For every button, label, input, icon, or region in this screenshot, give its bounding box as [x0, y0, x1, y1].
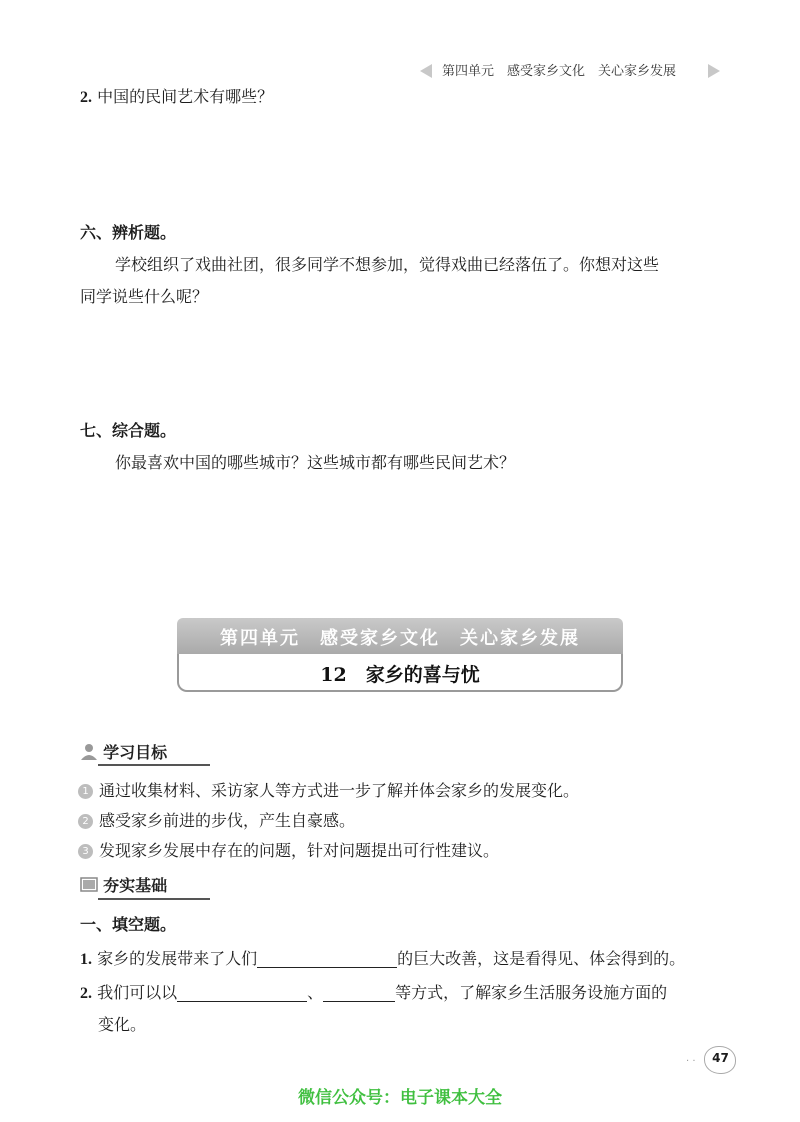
goals-underline — [98, 764, 210, 766]
answer-blank[interactable] — [257, 949, 397, 968]
goal-text: 发现家乡发展中存在的问题，针对问题提出可行性建议。 — [99, 841, 500, 860]
answer-blank[interactable] — [177, 983, 307, 1002]
page-number-badge — [704, 1046, 738, 1074]
banner-unit-bar — [177, 618, 623, 656]
question-text: 中国的民间艺术有哪些？ — [97, 87, 274, 106]
basics-heading — [80, 873, 167, 897]
section-6-title: 六、辨析题。 — [80, 223, 177, 242]
header-right-triangle-icon — [708, 64, 720, 78]
section-7-title: 七、综合题。 — [80, 421, 177, 440]
goal-number-icon: 3 — [78, 844, 93, 859]
lesson-banner — [177, 618, 623, 694]
banner-unit: 第四单元 感受家乡文化 关心家乡发展 — [220, 628, 580, 649]
person-icon — [80, 743, 98, 761]
banner-lesson: 12 家乡的喜与忧 — [320, 664, 480, 686]
header-left-triangle-icon — [420, 64, 432, 78]
fill-question-2 — [80, 978, 667, 1009]
fill-q2-line-2: 变化。 — [98, 1015, 147, 1034]
goal-item-1 — [78, 776, 579, 806]
header-theme: 感受家乡文化 关心家乡发展 — [507, 64, 677, 79]
goal-text: 感受家乡前进的步伐，产生自豪感。 — [99, 811, 356, 830]
section-6-line-2: 同学说些什么呢？ — [80, 287, 209, 306]
question-2-top — [80, 82, 273, 113]
fill-q2-pre: 我们可以以 — [97, 983, 178, 1002]
fill-q1-post: 的巨大改善，这是看得见、体会得到的。 — [397, 949, 686, 968]
answer-blank[interactable] — [323, 983, 395, 1002]
question-number: 2. — [80, 985, 92, 1002]
banner-lesson-bar — [177, 654, 623, 692]
goal-number-icon: 1 — [78, 784, 93, 799]
fill-q2-mid: 、 — [307, 983, 324, 1002]
goals-heading — [80, 740, 167, 764]
goal-number-icon: 2 — [78, 814, 93, 829]
question-number: 1. — [80, 951, 92, 968]
fill-title: 一、填空题。 — [80, 915, 177, 934]
page-number-dots: · · — [686, 1056, 696, 1067]
page-number: 47 — [712, 1051, 729, 1065]
goal-item-3 — [78, 836, 499, 866]
fill-question-1 — [80, 944, 685, 975]
fill-q2-post: 等方式，了解家乡生活服务设施方面的 — [395, 983, 668, 1002]
footer-watermark: 微信公众号：电子课本大全 — [298, 1088, 502, 1108]
section-7-line-1: 你最喜欢中国的哪些城市？这些城市都有哪些民间艺术？ — [115, 453, 516, 472]
section-6-line-1: 学校组织了戏曲社团，很多同学不想参加，觉得戏曲已经落伍了。你想对这些 — [115, 255, 660, 274]
book-icon — [80, 876, 98, 894]
goals-title: 学习目标 — [103, 743, 168, 762]
basics-title: 夯实基础 — [103, 876, 168, 895]
question-number: 2. — [80, 89, 92, 106]
goal-text: 通过收集材料、采访家人等方式进一步了解并体会家乡的发展变化。 — [99, 781, 580, 800]
basics-underline — [98, 898, 210, 900]
fill-q1-pre: 家乡的发展带来了人们 — [97, 949, 258, 968]
header-unit: 第四单元 感受家乡文化 关心家乡发展 — [442, 64, 677, 79]
goal-item-2 — [78, 806, 355, 836]
